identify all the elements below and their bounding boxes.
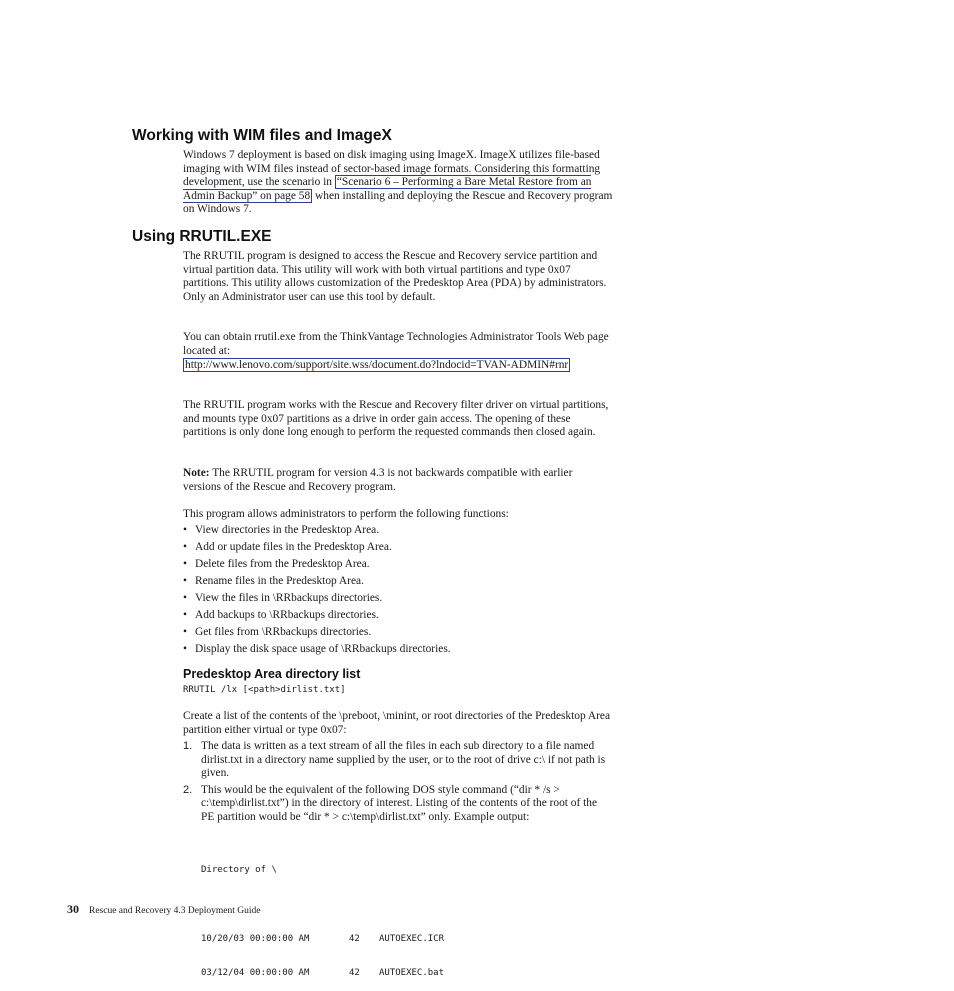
table-row <box>201 934 444 946</box>
row-size: 42 <box>349 933 360 944</box>
section-heading-rrutil: Using RRUTIL.EXE <box>132 228 272 245</box>
steps-list <box>183 740 613 825</box>
wim-paragraph <box>183 149 613 217</box>
rrutil-obtain-paragraph: You can obtain rrutil.exe from the ThinkVantage Technologies Administrator Tools Web page located at: <box>183 331 609 357</box>
list-item-text: Delete files from the Predesktop Area. <box>195 558 370 570</box>
rrutil-intro-paragraph: The RRUTIL program is designed to access the Rescue and Recovery service partition and virtual partition data. This utility will work with both virtual partitions and type 0x07 partitions. This utility allows customization of the Predesktop Area (PDA) by administrators. Only an Administrator user can use this tool by default. <box>183 250 607 303</box>
list-item-text: View directories in the Predesktop Area. <box>195 524 380 536</box>
list-item-text: Display the disk space usage of \RRbackups directories. <box>195 643 451 655</box>
rrutil-functions-intro: This program allows administrators to perform the following functions: <box>183 508 509 520</box>
scenario-6-link[interactable]: “Scenario 6 – Performing a Bare Metal Restore from an Admin Backup” on page 58 <box>183 176 592 202</box>
wim-paragraph-text-after: when installing and deploying the Rescue and Recovery program on Windows 7. <box>183 189 613 216</box>
bullet-glyph: • <box>183 609 187 621</box>
list-item <box>183 592 613 609</box>
row-filename: AUTOEXEC.bat <box>379 968 445 978</box>
list-item <box>183 626 613 643</box>
bullet-glyph: • <box>183 592 187 604</box>
row-date: 10/20/03 00:00:00 AM <box>201 933 310 944</box>
rrutil-note <box>183 467 613 494</box>
bullet-glyph: • <box>183 558 187 570</box>
step-text: The data is written as a text stream of all the files in each sub directory to a file named dirlist.txt in a directory name supplied by the user, or to the root of drive c:\ if not path is given. <box>201 740 606 780</box>
list-item <box>183 541 613 558</box>
step-number: 2. <box>183 783 193 796</box>
footer-doc-title: Rescue and Recovery 4.3 Deployment Guide <box>89 906 261 916</box>
rrutil-download-link[interactable]: http://www.lenovo.com/support/site.wss/document.do?lndocid=TVAN-ADMIN#rnr <box>185 359 569 371</box>
bullet-glyph: • <box>183 626 187 638</box>
page-footer <box>67 900 260 918</box>
note-label: Note: <box>183 467 210 479</box>
step-text: This would be the equivalent of the following DOS style command (“dir * /s > c:\temp\dirlist.txt”) in the directory of interest. Listing of the contents of the root of the PE partition would be “dir * > c:\temp\dirlist.txt” only. Example output: <box>201 783 598 823</box>
list-item <box>183 609 613 626</box>
list-item <box>183 740 613 781</box>
rrutil-url-paragraph <box>183 359 573 373</box>
table-row <box>201 968 444 980</box>
bullet-glyph: • <box>183 643 187 655</box>
bullet-glyph: • <box>183 541 187 553</box>
list-item <box>183 643 613 660</box>
note-text: The RRUTIL program for version 4.3 is not backwards compatible with earlier versions of the Rescue and Recovery program. <box>183 467 573 493</box>
section-heading-predesktop-dirlist: Predesktop Area directory list <box>183 667 361 681</box>
row-filename: AUTOEXEC.ICR <box>379 933 445 944</box>
list-item <box>183 524 613 541</box>
bullet-glyph: • <box>183 524 187 536</box>
list-item-text: Add backups to \RRbackups directories. <box>195 609 379 621</box>
section-heading-wim-imagex: Working with WIM files and ImageX <box>132 127 392 144</box>
wim-paragraph-text-before: Windows 7 deployment is based on disk imaging using ImageX. ImageX utilizes file-based imaging with WIM files instead of sector-based image formats. Considering this formatting development, use the scenario in <box>183 149 601 189</box>
list-item <box>183 558 613 575</box>
list-item-text: Rename files in the Predesktop Area. <box>195 575 364 587</box>
list-item-text: Add or update files in the Predesktop Area. <box>195 541 392 553</box>
dirlist-intro-paragraph: Create a list of the contents of the \preboot, \minint, or root directories of the Predesktop Area partition either virtual or type 0x07: <box>183 710 611 736</box>
rrutil-filter-paragraph: The RRUTIL program works with the Rescue and Recovery filter driver on virtual partitions, and mounts type 0x07 partitions as a drive in order gain access. The opening of these partitions is only done long enough to perform the requested commands then closed again. <box>183 399 609 439</box>
list-item <box>183 575 613 592</box>
list-item-text: View the files in \RRbackups directories. <box>195 592 383 604</box>
list-item <box>183 784 613 825</box>
step-number: 1. <box>183 740 193 752</box>
command-syntax: RRUTIL /lx [<path>dirlist.txt] <box>183 685 346 695</box>
bullet-glyph: • <box>183 575 187 587</box>
dir-header: Directory of \ <box>201 865 277 875</box>
page-number: 30 <box>67 902 79 916</box>
row-date: 03/12/04 00:00:00 AM <box>201 968 310 978</box>
functions-list <box>183 524 613 660</box>
row-size: 42 <box>349 968 360 978</box>
list-item-text: Get files from \RRbackups directories. <box>195 626 372 638</box>
